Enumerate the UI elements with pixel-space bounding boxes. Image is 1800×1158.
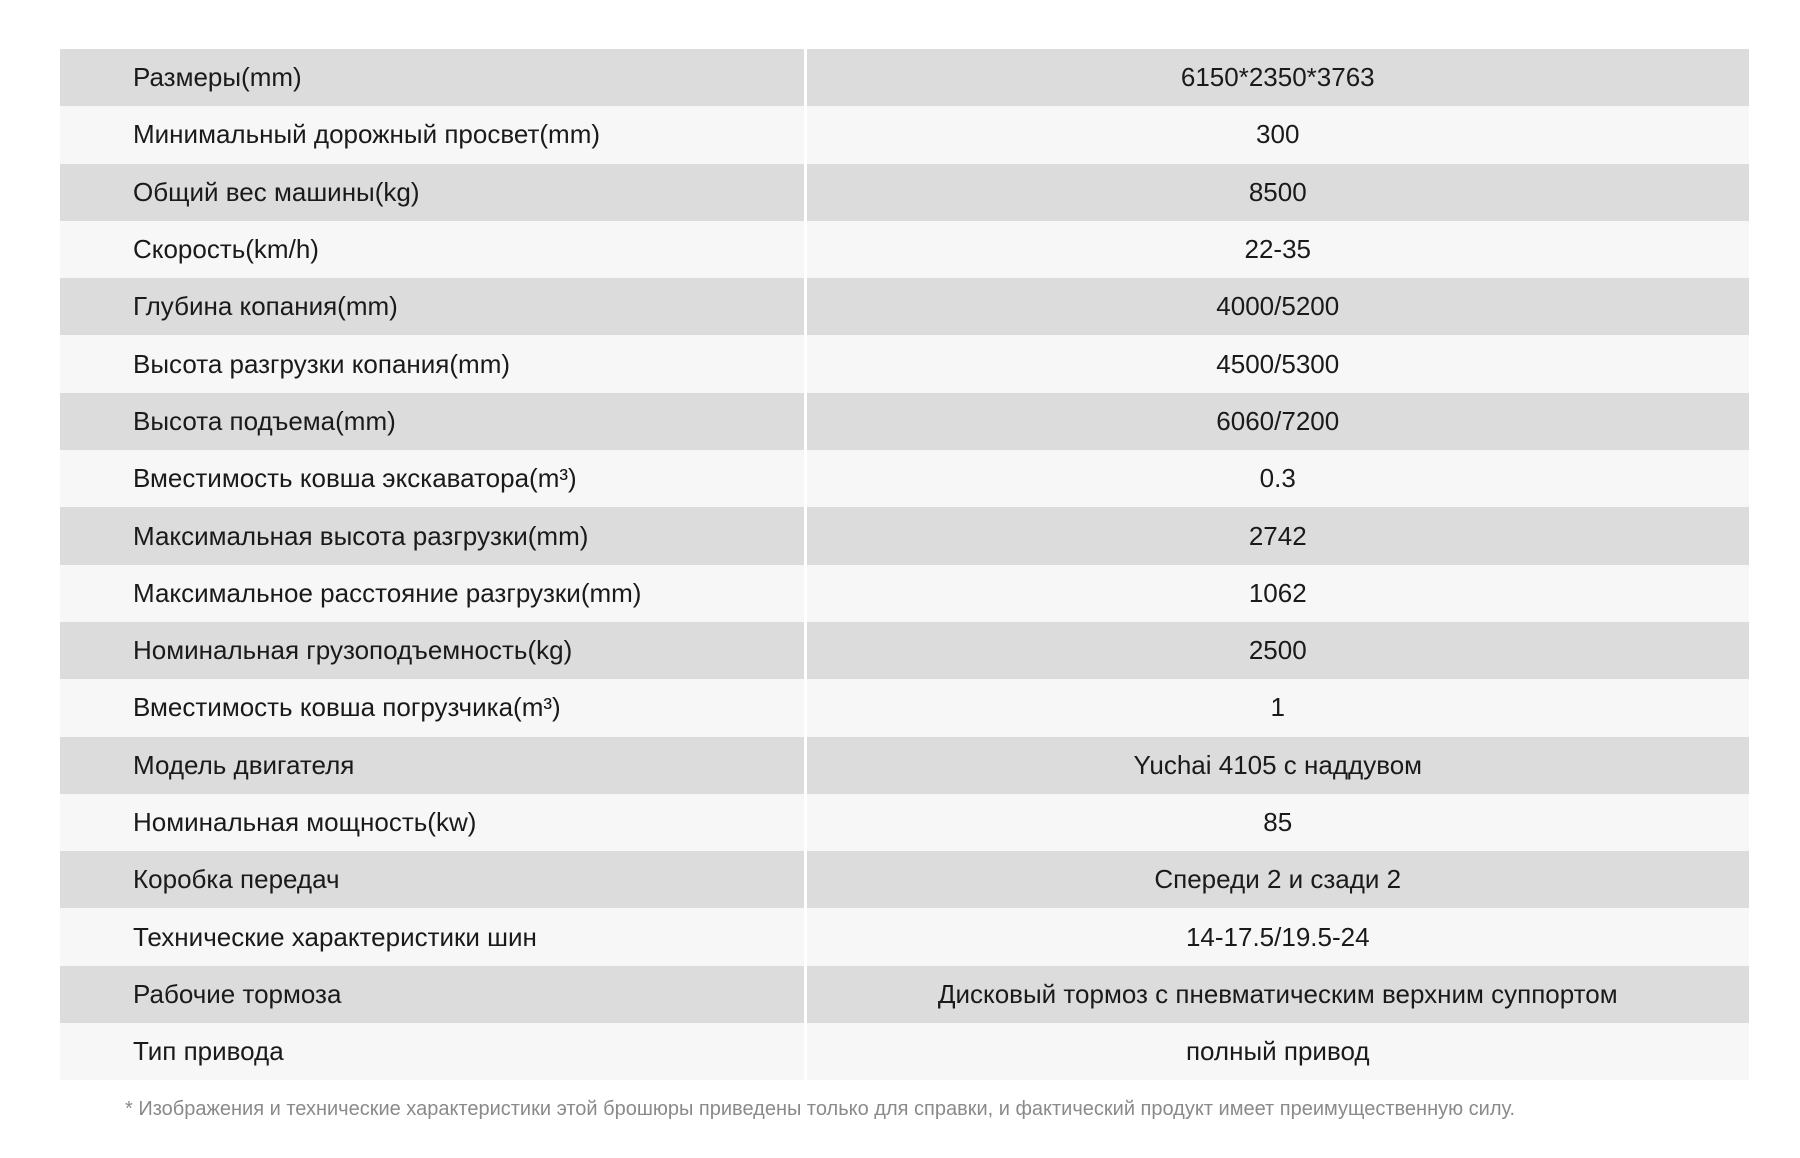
spec-value: Дисковый тормоз с пневматическим верхним суппортом	[805, 966, 1749, 1023]
spec-row	[60, 737, 1749, 794]
spec-row	[60, 794, 1749, 851]
spec-row	[60, 221, 1749, 278]
spec-value: 85	[805, 794, 1749, 851]
spec-value: 8500	[805, 164, 1749, 221]
spec-row	[60, 393, 1749, 450]
spec-value: 1062	[805, 565, 1749, 622]
spec-value: Спереди 2 и сзади 2	[805, 851, 1749, 908]
spec-row	[60, 679, 1749, 736]
spec-label: Рабочие тормоза	[60, 966, 805, 1023]
spec-label: Глубина копания(mm)	[60, 278, 805, 335]
spec-value: полный привод	[805, 1023, 1749, 1080]
spec-value: 14-17.5/19.5-24	[805, 908, 1749, 965]
disclaimer-footnote: * Изображения и технические характеристики этой брошюры приведены только для справки, и фактический продукт имеет преимущественную силу.	[125, 1098, 1516, 1120]
spec-row	[60, 966, 1749, 1023]
spec-label: Вместимость ковша экскаватора(m³)	[60, 450, 805, 507]
spec-label: Максимальная высота разгрузки(mm)	[60, 507, 805, 564]
spec-label: Технические характеристики шин	[60, 908, 805, 965]
spec-row	[60, 335, 1749, 392]
spec-row	[60, 908, 1749, 965]
spec-label: Максимальное расстояние разгрузки(mm)	[60, 565, 805, 622]
spec-label: Общий вес машины(kg)	[60, 164, 805, 221]
spec-row	[60, 565, 1749, 622]
spec-label: Минимальный дорожный просвет(mm)	[60, 106, 805, 163]
spec-label: Скорость(km/h)	[60, 221, 805, 278]
spec-row	[60, 622, 1749, 679]
spec-label: Номинальная мощность(kw)	[60, 794, 805, 851]
spec-value: 4000/5200	[805, 278, 1749, 335]
spec-value: 2742	[805, 507, 1749, 564]
spec-table-body	[60, 49, 1749, 1080]
spec-value: 300	[805, 106, 1749, 163]
spec-label: Высота разгрузки копания(mm)	[60, 335, 805, 392]
spec-label: Вместимость ковша погрузчика(m³)	[60, 679, 805, 736]
spec-table	[60, 49, 1749, 1080]
spec-value: 0.3	[805, 450, 1749, 507]
spec-value: 22-35	[805, 221, 1749, 278]
spec-row	[60, 851, 1749, 908]
spec-row	[60, 106, 1749, 163]
spec-value: 4500/5300	[805, 335, 1749, 392]
spec-row	[60, 278, 1749, 335]
spec-value: Yuchai 4105 с наддувом	[805, 737, 1749, 794]
spec-label: Коробка передач	[60, 851, 805, 908]
spec-label: Размеры(mm)	[60, 49, 805, 106]
spec-label: Модель двигателя	[60, 737, 805, 794]
spec-row	[60, 507, 1749, 564]
spec-row	[60, 1023, 1749, 1080]
spec-value: 1	[805, 679, 1749, 736]
spec-value: 6150*2350*3763	[805, 49, 1749, 106]
spec-row	[60, 450, 1749, 507]
spec-label: Тип привода	[60, 1023, 805, 1080]
spec-row	[60, 164, 1749, 221]
spec-value: 2500	[805, 622, 1749, 679]
spec-row	[60, 49, 1749, 106]
spec-label: Номинальная грузоподъемность(kg)	[60, 622, 805, 679]
spec-value: 6060/7200	[805, 393, 1749, 450]
spec-label: Высота подъема(mm)	[60, 393, 805, 450]
